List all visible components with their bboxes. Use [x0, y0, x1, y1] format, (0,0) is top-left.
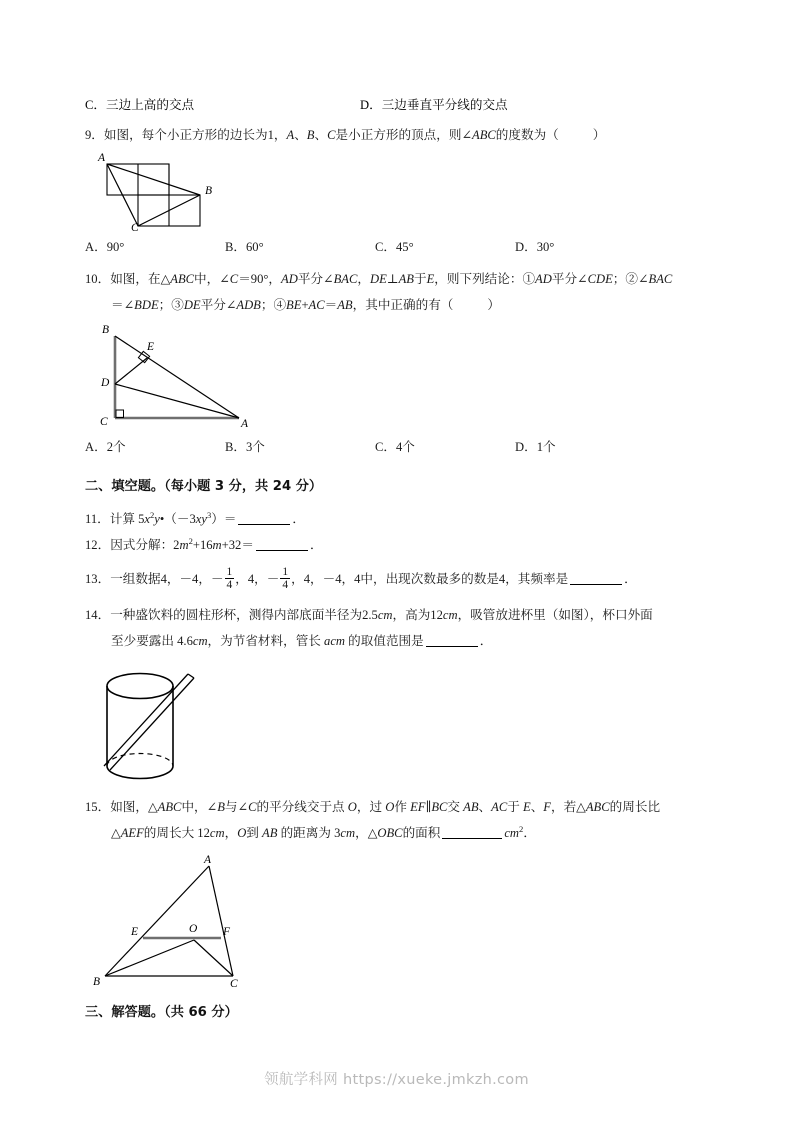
q15-number: 15．: [85, 800, 111, 815]
question-10-options: [85, 434, 710, 460]
q9-option-b: B．60°: [225, 240, 264, 254]
q15-point-o2: O: [385, 800, 395, 815]
section-3-heading: 三、解答题。（共 66 分）: [85, 1005, 238, 1021]
q13-t1: 一组数据4，－4，: [110, 572, 211, 587]
q15-seg-ac: AC: [491, 800, 508, 815]
q9-label-c: C: [131, 222, 139, 232]
q15-point-f: F: [543, 800, 551, 815]
q15-tri-abc: ABC: [157, 800, 182, 815]
q15-seg-ab2: AB: [262, 826, 278, 841]
question-12: [85, 532, 710, 558]
q9-point-a: A: [286, 128, 295, 142]
q15-period: ．: [523, 826, 536, 841]
q15-t8: 交: [447, 800, 464, 815]
q15-seg-ef: EF: [410, 800, 426, 815]
q10-seg-de: DE: [369, 272, 387, 286]
q10-label-d: D: [101, 377, 110, 389]
q10-angle-bac2: BAC: [648, 272, 673, 286]
q11-exp-2: 3: [206, 509, 212, 520]
q15-u2: 的周长大 12: [143, 826, 210, 841]
q10-u6: ＝: [324, 298, 338, 312]
q13-frac1-numerator: 1: [226, 566, 233, 578]
q13-answer-blank[interactable]: [570, 571, 622, 585]
q15-u4: 到: [246, 826, 263, 841]
q13-t3: ，4，－4，4中，出现次数最多的数是4，其频率是: [291, 572, 569, 587]
q9-option-d: D．30°: [515, 240, 555, 254]
q10-u1: ＝∠: [111, 298, 135, 312]
q14-unit-3: cm: [192, 634, 208, 649]
q10-t7: 于: [414, 272, 427, 286]
q15-t11: 、: [530, 800, 544, 815]
question-9-options: [85, 234, 710, 260]
q15-t7: ∥: [425, 800, 432, 815]
q15-unit-3: cm: [504, 826, 520, 841]
q12-exp-1: 2: [188, 535, 193, 546]
q8-option-c: C．三边上高的交点: [85, 98, 195, 112]
q10-option-b: B．3个: [225, 440, 265, 454]
q9-angle-abc: ABC: [472, 128, 496, 142]
page-content: [85, 92, 710, 1026]
q13-fraction-2: [280, 566, 290, 592]
q10-seg-ab2: AB: [337, 298, 353, 312]
q10-label-a: A: [241, 418, 249, 430]
question-9-stem: [85, 122, 710, 148]
q9-stem-text-1: 如图，每个小正方形的边长为1，: [103, 128, 287, 142]
q14-number: 14．: [85, 608, 111, 623]
q14-var-acm: acm: [324, 634, 346, 649]
q15-t1: 如图，△: [110, 800, 158, 815]
q14-unit-2: cm: [442, 608, 458, 623]
q15-t12: ，若△: [550, 800, 586, 815]
q10-u2: ；③: [158, 298, 184, 312]
q15-u7: 的面积: [402, 826, 441, 841]
q9-point-b: B: [306, 128, 315, 142]
q13-number: 13．: [85, 572, 111, 587]
q15-tri-abc2: ABC: [585, 800, 610, 815]
q10-angle-bde: BDE: [134, 298, 159, 312]
q10-angle-adb: ADB: [236, 298, 261, 312]
q12-t3: +32＝: [221, 538, 254, 552]
q14-u2: ，为节省材料，管长: [207, 634, 325, 649]
q15-unit-1: cm: [209, 826, 225, 841]
q10-t1: 如图，在△: [110, 272, 171, 286]
q10-t2: 中，∠: [194, 272, 230, 286]
question-14-line-1: [85, 602, 710, 628]
question-15-figure: [89, 852, 710, 992]
question-15-line-1: [85, 794, 710, 820]
q11-var-y: y: [154, 512, 160, 526]
q15-u6: ，△: [355, 826, 378, 841]
q15-label-b: B: [93, 976, 101, 989]
q14-t3: ，吸管放进杯里（如图），杯口外面: [457, 608, 653, 623]
question-10-figure: [91, 322, 710, 432]
q9-point-c: C: [327, 128, 336, 142]
q15-u1: △: [111, 826, 121, 841]
q13-period: ．: [624, 572, 637, 587]
q15-t10: 于: [507, 800, 523, 815]
q11-exp-1: 2: [149, 509, 155, 520]
q10-u3: 平分∠: [200, 298, 237, 312]
q15-point-o3: O: [237, 826, 247, 841]
q13-t2: ，4，: [235, 572, 267, 587]
q9-stem-text-4: ）: [592, 128, 606, 142]
section-2-heading: 二、填空题。（每小题 3 分，共 24 分）: [85, 479, 323, 494]
q15-label-f: F: [223, 926, 231, 939]
q14-u1: 至少要露出 4.6: [111, 634, 193, 649]
q10-seg-ab: AB: [398, 272, 414, 286]
q13-frac2-numerator: 1: [282, 566, 289, 578]
q15-label-o: O: [189, 923, 198, 936]
q10-label-c: C: [100, 416, 108, 428]
q15-t13: 的周长比: [609, 800, 661, 815]
q11-t1: 计算 5: [109, 512, 145, 526]
q12-number: 12．: [85, 538, 111, 552]
question-10-stem-line-1: [85, 266, 710, 292]
q15-u3: ，: [224, 826, 238, 841]
q10-t10: ；②∠: [612, 272, 649, 286]
q9-sep-1: 、: [294, 128, 307, 142]
q10-label-b: B: [102, 324, 110, 336]
q10-t3: ＝90°，: [238, 272, 282, 286]
q10-angle-bac: BAC: [333, 272, 358, 286]
q10-seg-ad: AD: [281, 272, 298, 286]
q10-seg-ac: AC: [308, 298, 325, 312]
q14-u3: 的取值范围是: [345, 634, 424, 649]
question-14-figure: [95, 662, 710, 792]
question-15-line-2: [85, 820, 710, 846]
q15-u5: 的距离为 3: [277, 826, 341, 841]
q13-frac2-denominator: 4: [282, 579, 289, 592]
question-14-line-2: [85, 628, 710, 654]
q15-unit-exp: 2: [519, 824, 524, 835]
question-9-figure: [93, 150, 710, 232]
q10-t6: ⊥: [386, 272, 399, 286]
q15-t5: ，过: [356, 800, 386, 815]
q9-stem-text-2: 是小正方形的顶点，则∠: [335, 128, 472, 142]
question-13: [85, 566, 710, 592]
q9-sep-2: 、: [314, 128, 328, 142]
q14-unit-1: cm: [377, 608, 393, 623]
q10-angle-cde: CDE: [587, 272, 613, 286]
q14-answer-blank[interactable]: [426, 633, 478, 647]
q12-t2: +16: [192, 538, 213, 552]
q10-u7: ，其中正确的有（: [352, 298, 454, 312]
q13-fraction-1: [225, 566, 235, 592]
q9-label-b: B: [205, 185, 213, 197]
q10-t9: 平分∠: [551, 272, 588, 286]
q15-tri-aef: AEF: [120, 826, 144, 841]
q12-t1: 因式分解：2: [110, 538, 180, 552]
q10-label-e: E: [147, 341, 155, 353]
q13-frac1-sign: －: [210, 572, 224, 587]
q15-seg-ab: AB: [463, 800, 479, 815]
q15-t2: 中，∠: [181, 800, 218, 815]
q15-answer-blank[interactable]: [442, 825, 502, 839]
q10-t5: ，: [357, 272, 370, 286]
q10-angle-c: C: [229, 272, 239, 286]
q12-var-m2: m: [212, 538, 222, 552]
q15-point-o: O: [347, 800, 357, 815]
q10-seg-ad2: AD: [535, 272, 552, 286]
q15-angle-c: C: [248, 800, 257, 815]
q10-option-a: A．2个: [85, 440, 126, 454]
q10-seg-be: BE: [286, 298, 302, 312]
q15-label-a: A: [204, 854, 212, 867]
q14-t2: ，高为12: [392, 608, 443, 623]
q15-t9: 、: [478, 800, 492, 815]
q10-option-d: D．1个: [515, 440, 556, 454]
q10-t4: 平分∠: [297, 272, 334, 286]
q15-t3: 与∠: [224, 800, 249, 815]
q11-var-x: x: [144, 512, 150, 526]
q15-point-e: E: [522, 800, 531, 815]
q10-t8: ，则下列结论：①: [434, 272, 536, 286]
q10-point-e: E: [426, 272, 435, 286]
q9-option-c: C．45°: [375, 240, 414, 254]
q15-t6: 作: [394, 800, 411, 815]
q15-t4: 的平分线交于点: [256, 800, 348, 815]
q10-u5: +: [301, 298, 309, 312]
q10-number: 10．: [85, 272, 111, 286]
q15-angle-b: B: [217, 800, 225, 815]
q12-var-m: m: [179, 538, 189, 552]
q9-stem-text-3: 的度数为（: [495, 128, 559, 142]
q14-t1: 一种盛饮料的圆柱形杯，测得内部底面半径为2.5: [110, 608, 378, 623]
question-11: [85, 506, 710, 532]
q15-unit-2: cm: [340, 826, 356, 841]
q15-tri-obc: OBC: [377, 826, 403, 841]
q11-var-xy: xy: [195, 512, 207, 526]
q11-period: ．: [292, 512, 305, 526]
q10-u4: ；④: [260, 298, 287, 312]
q14-period: ．: [479, 634, 493, 649]
q11-number: 11．: [85, 512, 110, 526]
q12-period: ．: [309, 538, 323, 552]
q13-frac2-sign: －: [266, 572, 280, 587]
q11-t3: ）＝: [211, 512, 237, 526]
q15-seg-bc: BC: [431, 800, 448, 815]
question-10-stem-line-2: [85, 292, 710, 318]
q10-u8: ）: [487, 298, 500, 312]
q13-frac1-denominator: 4: [226, 579, 233, 592]
question-8-options: [85, 92, 710, 118]
q9-label-a: A: [98, 152, 106, 164]
q9-number: 9．: [85, 128, 104, 142]
q11-t2: •（－3: [159, 512, 196, 526]
q10-option-c: C．4个: [375, 440, 415, 454]
q8-option-d: D．三边垂直平分线的交点: [360, 98, 508, 112]
q10-tri-abc: ABC: [170, 272, 195, 286]
q9-option-a: A．90°: [85, 240, 125, 254]
q11-answer-blank[interactable]: [238, 511, 290, 525]
q12-answer-blank[interactable]: [256, 537, 308, 551]
footer-watermark: 领航学科网 https://xueke.jmkzh.com: [264, 1072, 529, 1088]
q10-seg-de2: DE: [183, 298, 201, 312]
q15-label-c: C: [230, 978, 238, 991]
q15-label-e: E: [131, 926, 139, 939]
